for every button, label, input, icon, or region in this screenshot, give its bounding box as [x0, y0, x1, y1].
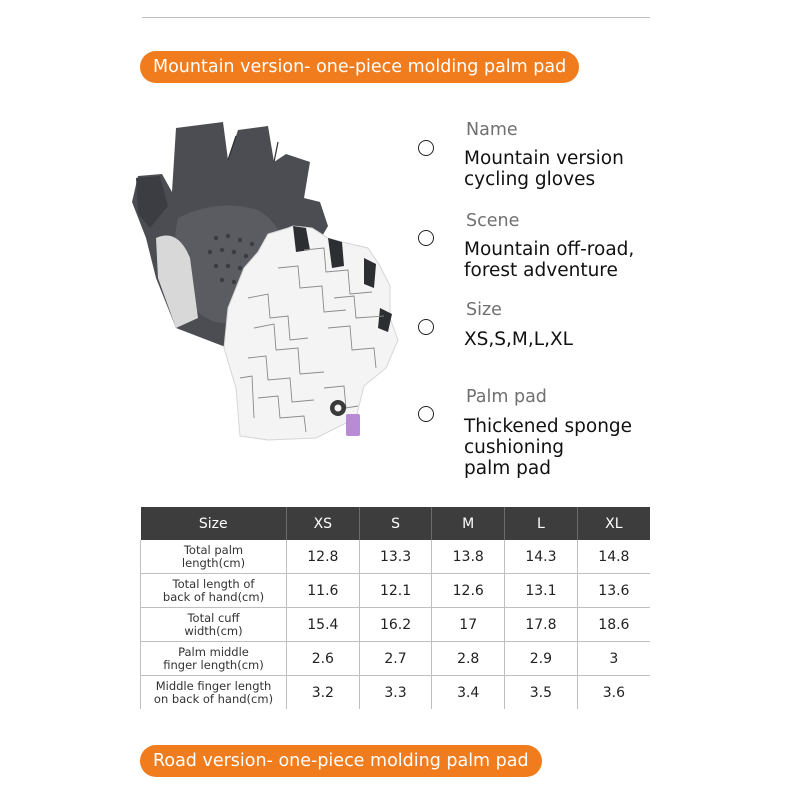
table-cell: 3.4	[432, 676, 505, 710]
table-cell: 3.5	[505, 676, 578, 710]
table-cell: 3	[577, 642, 650, 676]
table-cell: 13.3	[359, 540, 432, 574]
table-row	[141, 676, 651, 710]
table-row	[141, 642, 651, 676]
spec-value: Mountain off-road, forest adventure	[464, 239, 635, 281]
table-cell: 15.4	[287, 608, 360, 642]
circle-bullet-icon	[418, 140, 434, 156]
table-cell: 18.6	[577, 608, 650, 642]
table-header-cell: XS	[287, 507, 360, 540]
row-label: Total palm length(cm)	[141, 540, 287, 574]
circle-bullet-icon	[418, 319, 434, 335]
glove-illustration	[128, 118, 418, 458]
spec-value: Mountain version cycling gloves	[464, 148, 624, 190]
spec-value: XS,S,M,L,XL	[464, 329, 573, 350]
row-label: Total cuff width(cm)	[141, 608, 287, 642]
top-divider	[142, 17, 650, 18]
table-cell: 13.8	[432, 540, 505, 574]
table-cell: 2.8	[432, 642, 505, 676]
road-version-banner: Road version- one-piece molding palm pad	[140, 745, 542, 777]
table-cell: 14.8	[577, 540, 650, 574]
row-label: Palm middle finger length(cm)	[141, 642, 287, 676]
table-header-cell: S	[359, 507, 432, 540]
table-header-cell: M	[432, 507, 505, 540]
row-label: Total length of back of hand(cm)	[141, 574, 287, 608]
table-row	[141, 574, 651, 608]
table-cell: 16.2	[359, 608, 432, 642]
table-cell: 2.7	[359, 642, 432, 676]
table-header-row	[141, 507, 651, 540]
table-header-cell: Size	[141, 507, 287, 540]
mountain-version-banner: Mountain version- one-piece molding palm pad	[140, 51, 579, 83]
table-cell: 17	[432, 608, 505, 642]
circle-bullet-icon	[418, 230, 434, 246]
table-cell: 3.6	[602, 684, 625, 701]
spec-label: Scene	[466, 211, 520, 231]
table-cell: 12.6	[432, 574, 505, 608]
spec-label: Palm pad	[466, 387, 547, 407]
spec-label: Name	[466, 120, 518, 140]
table-header-cell: XL	[577, 507, 650, 540]
row-label: Middle finger length on back of hand(cm)	[141, 676, 287, 710]
table-row	[141, 540, 651, 574]
table-cell: 12.8	[287, 540, 360, 574]
spec-value: Thickened sponge cushioning palm pad	[464, 416, 633, 479]
table-header-cell: L	[505, 507, 578, 540]
table-cell: 14.3	[505, 540, 578, 574]
table-cell: 3.3	[359, 676, 432, 710]
size-chart-table	[140, 507, 650, 709]
spec-label: Size	[466, 300, 502, 320]
table-cell: 13.1	[505, 574, 578, 608]
circle-bullet-icon	[418, 406, 434, 422]
table-row	[141, 608, 651, 642]
table-cell: 13.6	[577, 574, 650, 608]
cycling-glove-pair-image	[128, 118, 418, 458]
table-cell: 2.9	[505, 642, 578, 676]
table-cell: 17.8	[505, 608, 578, 642]
table-cell: 12.1	[359, 574, 432, 608]
table-cell: 3.2	[287, 676, 360, 710]
table-cell: 11.6	[287, 574, 360, 608]
table-cell: 2.6	[287, 642, 360, 676]
